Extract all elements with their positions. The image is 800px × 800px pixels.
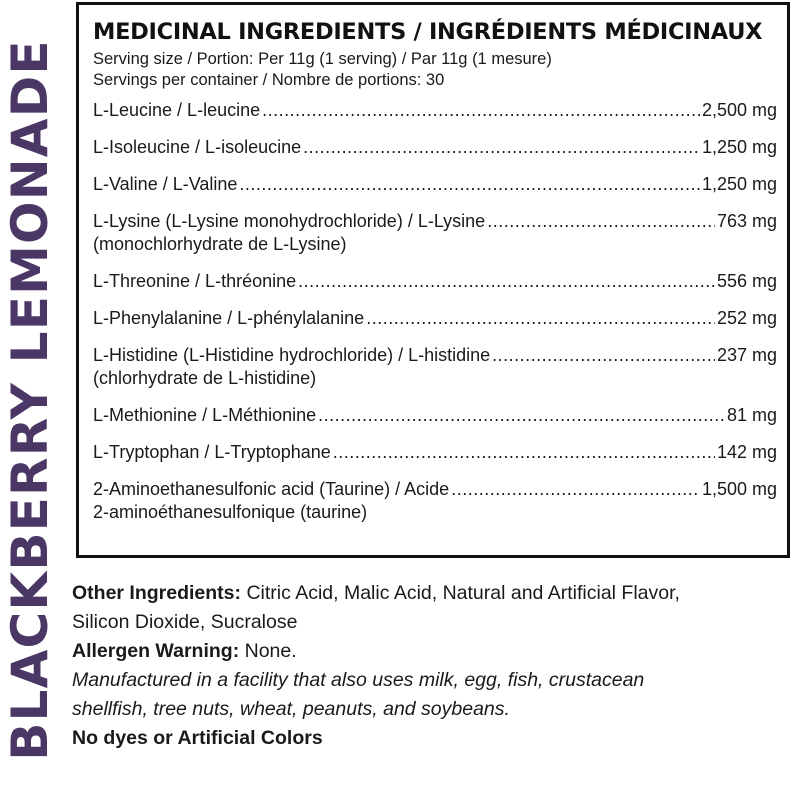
ingredient-amount: 81 mg xyxy=(726,405,777,425)
ingredient-amount: 237 mg xyxy=(716,345,777,365)
ingredient-name: L-Valine / L-Valine xyxy=(93,174,238,194)
ingredient-amount: 763 mg xyxy=(716,211,777,231)
serving-size: Serving size / Portion: Per 11g (1 serving) / Par 11g (1 mesure) xyxy=(93,50,552,68)
ingredient-amount: 1,500 mg xyxy=(701,479,777,499)
ingredient-row xyxy=(93,99,777,122)
ingredient-name-continued: (chlorhydrate de L-histidine) xyxy=(93,368,317,388)
ingredient-line xyxy=(93,307,777,330)
ingredient-name: L-Leucine / L-leucine xyxy=(93,100,261,120)
other-ingredients-line2: Silicon Dioxide, Sucralose xyxy=(72,611,298,633)
dot-leader xyxy=(262,99,700,122)
ingredient-amount: 2,500 mg xyxy=(701,100,777,120)
ingredient-row xyxy=(93,404,777,427)
ingredient-name-continued: (monochlorhydrate de L-Lysine) xyxy=(93,234,347,254)
ingredient-row xyxy=(93,441,777,464)
dot-leader xyxy=(298,270,715,293)
ingredient-line xyxy=(93,270,777,293)
ingredient-line xyxy=(93,173,777,196)
dot-leader xyxy=(451,478,700,501)
ingredient-row xyxy=(93,344,777,390)
ingredient-line xyxy=(93,344,777,367)
ingredient-name: L-Lysine (L-Lysine monohydrochloride) / L-Lysine xyxy=(93,211,486,231)
ingredient-row xyxy=(93,210,777,256)
other-ingredients-line1: Citric Acid, Malic Acid, Natural and Artificial Flavor, xyxy=(241,582,680,604)
ingredient-line xyxy=(93,136,777,159)
ingredient-name: L-Phenylalanine / L-phénylalanine xyxy=(93,308,365,328)
ingredient-row xyxy=(93,136,777,159)
ingredient-row xyxy=(93,173,777,196)
ingredient-line xyxy=(93,441,777,464)
ingredient-line xyxy=(93,210,777,233)
dot-leader xyxy=(487,210,715,233)
dot-leader xyxy=(303,136,700,159)
other-ingredients-label: Other Ingredients: xyxy=(72,582,242,604)
allergen-warning xyxy=(72,637,800,666)
other-ingredients xyxy=(72,579,800,608)
ingredient-row xyxy=(93,307,777,330)
dot-leader xyxy=(318,404,725,427)
panel-heading: MEDICINAL INGREDIENTS / INGRÉDIENTS MÉDICINAUX xyxy=(93,19,763,45)
serving-info xyxy=(93,49,777,91)
ingredient-line xyxy=(93,404,777,427)
dot-leader xyxy=(239,173,700,196)
ingredient-name: L-Methionine / L-Méthionine xyxy=(93,405,317,425)
ingredient-amount: 556 mg xyxy=(716,271,777,291)
ingredient-line xyxy=(93,478,777,501)
product-flavor-title xyxy=(0,0,60,800)
ingredient-name: L-Isoleucine / L-isoleucine xyxy=(93,137,302,157)
ingredient-name-continued: 2-aminoéthanesulfonique (taurine) xyxy=(93,502,368,522)
ingredient-name: L-Tryptophan / L-Tryptophane xyxy=(93,442,331,462)
ingredient-amount: 1,250 mg xyxy=(701,137,777,157)
ingredient-row xyxy=(93,478,777,524)
servings-per-container: Servings per container / Nombre de portions: 30 xyxy=(93,71,445,89)
flavor-name: BLACKBERRY LEMONADE xyxy=(1,39,59,761)
ingredient-list xyxy=(93,99,777,524)
allergen-value: None. xyxy=(239,640,297,662)
no-dyes-note: No dyes or Artificial Colors xyxy=(72,727,323,749)
ingredient-amount: 142 mg xyxy=(716,442,777,462)
medicinal-ingredients-panel xyxy=(76,2,790,558)
dot-leader xyxy=(333,441,715,464)
ingredient-line xyxy=(93,99,777,122)
ingredient-row xyxy=(93,270,777,293)
ingredient-name: L-Threonine / L-thréonine xyxy=(93,271,297,291)
other-info xyxy=(72,579,800,753)
ingredient-amount: 252 mg xyxy=(716,308,777,328)
dot-leader xyxy=(492,344,715,367)
ingredient-amount: 1,250 mg xyxy=(701,174,777,194)
ingredient-name: L-Histidine (L-Histidine hydrochloride) / L-histidine xyxy=(93,345,491,365)
allergen-label: Allergen Warning: xyxy=(72,640,240,662)
dot-leader xyxy=(366,307,715,330)
ingredient-name: 2-Aminoethanesulfonic acid (Taurine) / Acide xyxy=(93,479,450,499)
facility-note-line2: shellfish, tree nuts, wheat, peanuts, and soybeans. xyxy=(72,698,510,720)
facility-note-line1: Manufactured in a facility that also uses milk, egg, fish, crustacean xyxy=(72,669,645,691)
